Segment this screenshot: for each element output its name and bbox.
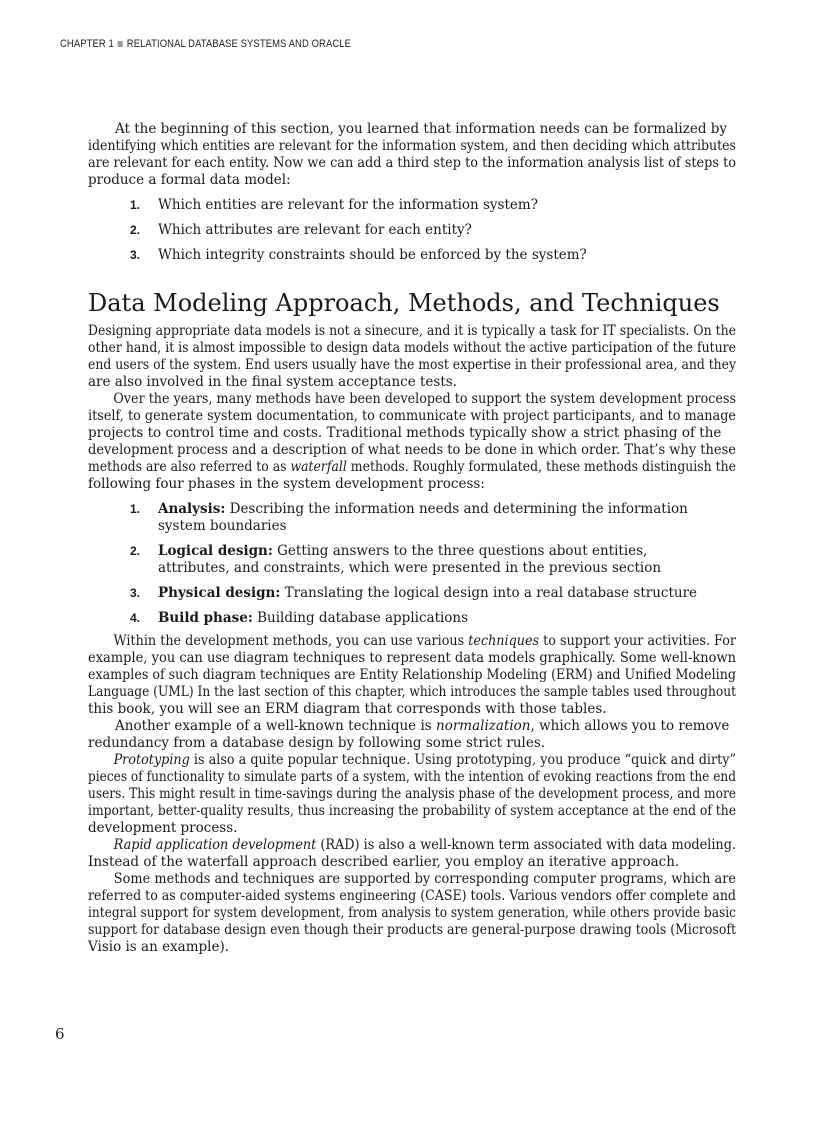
text-line: are also involved in the final system acceptance tests. <box>88 374 457 390</box>
text-line: important, better-quality results, thus increasing the probability of system acceptance at the end of the <box>88 803 736 819</box>
list-item <box>88 585 736 602</box>
list-item-text: system boundaries <box>158 518 287 534</box>
text-line: pieces of functionality to simulate parts of a system, with the intention of evoking reactions from the end <box>88 769 736 785</box>
text-line: identifying which entities are relevant for the information system, and then deciding which attributes <box>88 138 736 154</box>
text-line: produce a formal data model: <box>88 172 291 188</box>
text-line: itself, to generate system documentation, to communicate with project participants, and to manage <box>88 408 736 424</box>
normalization-paragraph <box>88 718 736 752</box>
list-item <box>88 222 736 239</box>
text-line: are relevant for each entity. Now we can add a third step to the information analysis list of steps to <box>88 155 736 171</box>
text-run: Within the development methods, you can use various <box>113 633 469 649</box>
list-item-text: Which integrity constraints should be enforced by the system? <box>158 247 587 263</box>
list-item-text: Which entities are relevant for the information system? <box>158 197 538 213</box>
text-run: , which allows you to remove <box>530 718 730 734</box>
text-line: this book, you will see an ERM diagram that corresponds with those tables. <box>88 701 607 717</box>
text-line <box>88 459 736 476</box>
list-number: 3. <box>130 248 141 262</box>
text-run: is also a quite popular technique. Using prototyping, you produce “quick and dirty” <box>189 752 736 768</box>
phase-term: Logical design: <box>158 543 273 559</box>
development-phases-list <box>88 501 736 627</box>
text-line: integral support for system development, from analysis to system generation, while others provide basic <box>88 905 736 921</box>
text-line: Some methods and techniques are supported by corresponding computer programs, which are <box>113 871 736 887</box>
phase-term: Physical design: <box>158 585 281 601</box>
text-line: Designing appropriate data models is not a sinecure, and it is typically a task for IT specialists. On the <box>88 323 736 339</box>
emphasis: waterfall <box>290 459 347 475</box>
section-paragraph <box>88 323 736 391</box>
text-run: to support your activities. For <box>539 633 736 649</box>
list-item-text: attributes, and constraints, which were presented in the previous section <box>158 560 662 576</box>
text-line: referred to as computer-aided systems engineering (CASE) tools. Various vendors offer complete and <box>88 888 736 904</box>
text-run: methods are also referred to as <box>88 459 291 475</box>
text-run: Translating the logical design into a real database structure <box>280 585 698 601</box>
text-line <box>88 633 736 650</box>
emphasis: Rapid application development <box>113 837 317 853</box>
list-number: 2. <box>130 544 141 558</box>
text-line: users. This might result in time-savings during the analysis phase of the development process, and more <box>88 786 736 802</box>
list-item <box>88 501 736 535</box>
chapter-label: CHAPTER 1 <box>60 38 114 50</box>
text-line <box>88 718 729 735</box>
list-number: 1. <box>130 198 141 212</box>
list-item <box>88 610 736 627</box>
text-run: methods. Roughly formulated, these methods distinguish the <box>346 459 736 475</box>
list-item-text <box>158 543 647 560</box>
text-line: Language (UML) In the last section of this chapter, which introduces the sample tables used throughout <box>88 684 736 700</box>
text-line <box>88 752 736 769</box>
text-line: end users of the system. End users usually have the most expertise in their professional area, and they <box>88 357 736 373</box>
text-run: Building database applications <box>252 610 469 626</box>
intro-paragraph <box>88 121 736 189</box>
list-number: 2. <box>130 223 141 237</box>
emphasis: normalization <box>436 718 531 734</box>
list-item-text <box>158 585 697 602</box>
list-item <box>88 247 736 264</box>
text-line: projects to control time and costs. Traditional methods typically show a strict phasing of the <box>88 425 722 441</box>
rad-paragraph <box>88 837 736 871</box>
list-item <box>88 197 736 214</box>
phase-term: Analysis: <box>158 501 226 517</box>
emphasis: techniques <box>468 633 540 649</box>
list-item <box>88 543 736 577</box>
techniques-paragraph <box>88 633 736 718</box>
section-heading: Data Modeling Approach, Methods, and Techniques <box>88 289 720 317</box>
text-line <box>88 837 736 854</box>
text-line: example, you can use diagram techniques to represent data models graphically. Some well-known <box>88 650 736 666</box>
text-line: development process and a description of what needs to be done in which order. That’s why these <box>88 442 736 458</box>
prototyping-paragraph <box>88 752 736 837</box>
text-line: support for database design even though their products are general-purpose drawing tools (Microsoft <box>88 922 736 938</box>
text-line: At the beginning of this section, you learned that information needs can be formalized by <box>115 121 728 137</box>
list-number: 3. <box>130 586 141 600</box>
page-number: 6 <box>55 1025 65 1043</box>
text-run: Another example of a well-known technique is <box>115 718 436 734</box>
text-line: examples of such diagram techniques are Entity Relationship Modeling (ERM) and Unified Modeling <box>88 667 736 683</box>
running-header <box>60 38 351 50</box>
text-run: Describing the information needs and determining the information <box>225 501 688 517</box>
text-line: Over the years, many methods have been developed to support the system development process <box>113 391 736 407</box>
page-body <box>88 121 736 956</box>
phase-term: Build phase: <box>158 610 253 626</box>
chapter-title: RELATIONAL DATABASE SYSTEMS AND ORACLE <box>126 38 352 50</box>
text-line: other hand, it is almost impossible to design data models without the active participation of the future <box>88 340 736 356</box>
information-analysis-steps <box>88 197 736 264</box>
text-line: Visio is an example). <box>88 939 230 955</box>
emphasis: Prototyping <box>113 752 190 768</box>
square-bullet-icon <box>117 41 122 47</box>
methods-paragraph <box>88 391 736 493</box>
text-line: following four phases in the system development process: <box>88 476 485 492</box>
text-line: development process. <box>88 820 238 836</box>
text-run: Getting answers to the three questions about entities, <box>272 543 648 559</box>
list-number: 1. <box>130 502 141 516</box>
list-item-text: Which attributes are relevant for each entity? <box>158 222 472 238</box>
case-tools-paragraph <box>88 871 736 956</box>
list-item-text <box>158 610 468 627</box>
list-item-text <box>158 501 688 518</box>
text-line: redundancy from a database design by following some strict rules. <box>88 735 546 751</box>
list-number: 4. <box>130 611 141 625</box>
text-run: (RAD) is also a well-known term associated with data modeling. <box>316 837 736 853</box>
text-line: Instead of the waterfall approach described earlier, you employ an iterative approach. <box>88 854 680 870</box>
